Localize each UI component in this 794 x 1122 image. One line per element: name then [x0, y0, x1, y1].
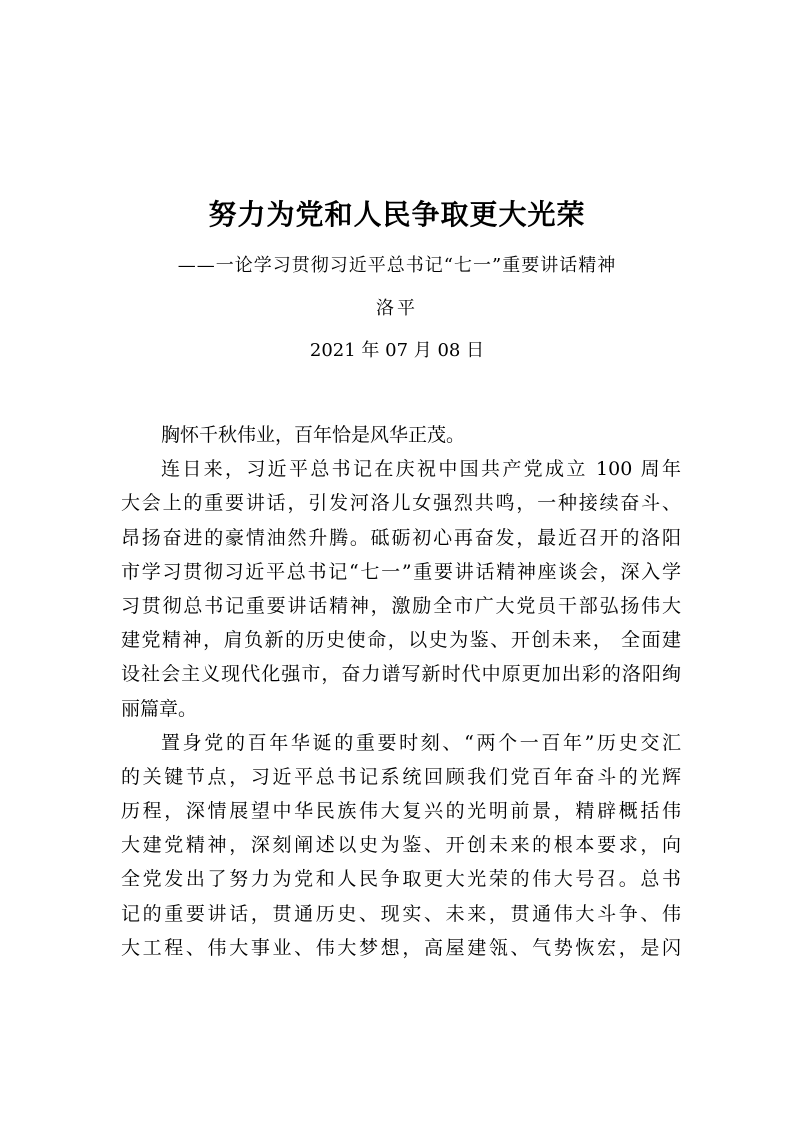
article-subtitle: ——一论学习贯彻习近平总书记“七一”重要讲话精神 — [177, 255, 617, 276]
body-line: 丽篇章。 — [121, 697, 198, 720]
body-line: 市学习贯彻习近平总书记“七一”重要讲话精神座谈会，深入学 — [121, 560, 681, 583]
body-line: 胸怀千秋伟业，百年恰是风华正茂。 — [161, 424, 466, 446]
article-title: 努力为党和人民争取更大光荣 — [208, 198, 586, 231]
article-author: 洛平 — [376, 298, 418, 319]
body-line: 历程，深情展望中华民族伟大复兴的光明前景，精辟概括伟 — [121, 800, 681, 823]
body-line: 连日来，习近平总书记在庆祝中国共产党成立 100 周年 — [161, 458, 681, 481]
body-line: 设社会主义现代化强市，奋力谱写新时代中原更加出彩的洛阳绚 — [121, 663, 681, 686]
body-line: 大建党精神，深刻阐述以史为鉴、开创未来的根本要求，向 — [121, 834, 681, 857]
body-line: 大会上的重要讲话，引发河洛儿女强烈共鸣，一种接续奋斗、 — [121, 492, 681, 515]
body-line: 建党精神，肩负新的历史使命，以史为鉴、开创未来， 全面建 — [121, 629, 681, 652]
body-line: 习贯彻总书记重要讲话精神，激励全市广大党员干部弘扬伟大 — [121, 594, 681, 617]
body-line: 大工程、伟大事业、伟大梦想，高屋建瓴、气势恢宏，是闪 — [121, 936, 681, 959]
body-line: 全党发出了努力为党和人民争取更大光荣的伟大号召。总书 — [121, 868, 681, 891]
body-line: 的关键节点，习近平总书记系统回顾我们党百年奋斗的光辉 — [121, 765, 681, 788]
article-date: 2021 年 07 月 08 日 — [309, 340, 485, 361]
article-body — [121, 418, 681, 965]
body-line: 昂扬奋进的豪情油然升腾。砥砺初心再奋发，最近召开的洛阳 — [121, 526, 681, 549]
body-line: 置身党的百年华诞的重要时刻、“两个一百年”历史交汇 — [161, 731, 681, 754]
body-line: 记的重要讲话，贯通历史、现实、未来，贯通伟大斗争、伟 — [121, 902, 681, 925]
